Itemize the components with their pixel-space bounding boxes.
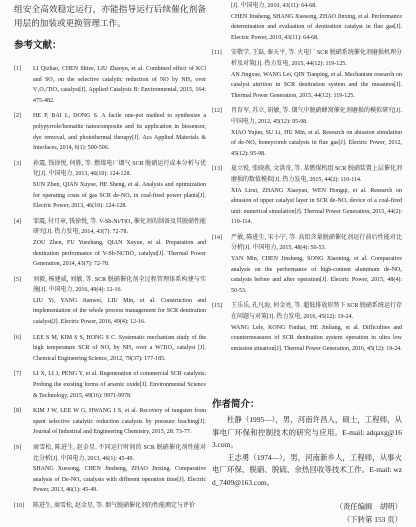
reference-item — [14, 443, 206, 496]
reference-body — [231, 48, 402, 101]
reference-body — [33, 406, 206, 438]
reference-text-en: CHEN Jinsheng, SHANG Xuesong, ZHAO Jinxing, et al. Performance determination and evaluation of denitration catalyst in flue gas[J]. Electric Power, 2010, 43(11): 64-68. — [231, 13, 402, 41]
reference-text-cn: 王乐乐, 孔凡海, 何金亮, 等. 超低排放形势下 SCR 脱硝系统运行存在问题与对策[J]. 热力发电, 2016, 45(12): 19-24. — [231, 303, 402, 321]
reference-list-left — [14, 64, 206, 517]
reference-text-en: XIAO Yujun, SU Li, HU Min, et al. Research on abrasion simulation of de-NOₓ honeycomb catalysts in flue gas[J]. Electric Power, 2012, 45(12): 95-98. — [231, 129, 402, 157]
reference-item — [14, 217, 206, 270]
reference-body — [33, 159, 206, 212]
reference-text-cn: 肖育军, 苏立, 胡敏, 等. 烟气中脱硝蜂窝催化剂磨损的模拟研究[J]. 中国电力, 2012, 45(12): 95-98. — [231, 108, 402, 125]
reference-number: [4] — [14, 218, 21, 225]
reference-text-cn: 严敏, 陈进生, 宋小宁, 等. 高铝含量脱硝催化剂运行前后性能对比分析[J]. 中国电力, 2015, 48(4): 50-53. — [231, 234, 402, 252]
reference-text-en: SUN Zhen, QIAN Xuyue, HE Sheng, et al. Analysis and optimization for operating costs of gas SCR de-NOₓ in coal-fired power plants[J]. Electric Power, 2013, 46(10): 124-128. — [33, 181, 206, 210]
page-footer — [212, 500, 402, 526]
reference-text-en: LIU Yi, YANG Jianwei, LIU Min, et al. Construction and implementation of the whole process management for SCR denitration catalyst[J]. Electric Power, 2016, 49(4): 12-16. — [33, 297, 206, 326]
reference-text-en: LI Qizhao, CHEN Shize, LIU Zhaoyu, et al. Combined effect of KCl and SO₂ on the selective catalytic reduction of NO by NH₃ over V₂O₅/TiO₂ catalyst[J]. Applied Catalysis B: Environmental, 2015, 164: 475-482. — [33, 66, 206, 104]
reference-item — [14, 64, 206, 106]
author-bio — [212, 398, 402, 490]
reference-item — [14, 501, 206, 512]
reference-text-en: LI X, LI J, PENG Y, et al. Regeneration of commercial SCR catalysts: Probing the existing forms of arsenic oxide[J]. Environmental Science & Technology, 2015, 49(16): 9971-9978. — [33, 371, 206, 399]
reference-body — [33, 333, 206, 365]
reference-number: [9] — [14, 445, 21, 451]
reference-list-right — [212, 1, 402, 359]
reference-number: [6] — [14, 334, 21, 341]
reference-number: [3] — [14, 160, 21, 167]
reference-item — [14, 333, 206, 365]
reference-text-cn: 夏立锐, 张晓燕, 文洪奇, 等. 某燃煤机组 SCR 脱硝装置上层催化剂磨损的数值模拟[J]. 热力发电, 2015, 44(2): 110-114. — [231, 166, 402, 183]
reference-body — [231, 106, 402, 159]
reference-item — [14, 406, 206, 438]
reference-text-en: LEE S M, KIM S S, HONG S C. Systematic mechanism study of the high temperature SCR of NOₓ by NH₃ over a W/TiO₂ catalyst [J]. Chemical Engineering Science, 2012, 79(37): 177-185. — [33, 334, 206, 362]
reference-text-en: SHANG Xuesong, CHEN Jinsheng, ZHAO Jinxing. Comparative analysis of De-NOₓ catalysts with different operation time[J]. Electric Power, 2013, 46(1): 45-49. — [33, 466, 206, 494]
author-bio-entry: 王志勇（1974—），男，河南新乡人，工程师，从事火电厂环保、脱硝、脱硫、余热回收等技术工作。E-mail: wzd_7409@163.com。 — [212, 452, 402, 487]
reference-text-en: ZOU Zhen, FU Yuezhang, QIAN Xuyue, et al. Preparation and denitration performance of V-Sb-Ni/TiO₂ catalyst[J]. Thermal Power Generation, 2014, 43(7): 72-78. — [33, 239, 206, 268]
reference-text-en: WANG Lele, KONG Fanhai, HE Jinliang, et al. Difficulties and countermeasures of SCR denitration system operation in ultra low emission situation[J]. Thermal Power Generation, 2016, 45(12): 19-24. — [231, 324, 402, 352]
reference-text-cn: 邹震, 付月章, 钱徐悦, 等. V-Sb-Ni/TiO₂ 催化剂的制备及其脱硝性能研究[J]. 热力发电, 2014, 43(7): 72-78. — [33, 218, 206, 236]
reference-item — [14, 275, 206, 328]
editor-note: （责任编辑 胡明） — [335, 502, 402, 511]
left-column — [14, 0, 206, 527]
reference-text-cn: [J]. 中国电力, 2010, 43(11): 64-68. — [231, 3, 317, 9]
reference-body — [231, 164, 402, 228]
reference-continuation — [212, 1, 402, 43]
author-bio-entry: 杜静（1995—），男，河南许昌人，硕士，工程师，从事电厂环保和控制技术的研究与应用。E-mail: adqaxg@163.com。 — [212, 415, 402, 450]
reference-text-cn: 孙震, 钱徐悦, 何胜, 等. 燃煤电厂烟气 SCR 脱硝运行成本分析与优化[J]. 中国电力, 2013, 46(10): 124-128. — [33, 160, 206, 178]
reference-number: [5] — [14, 276, 21, 283]
reference-item — [212, 233, 402, 297]
reference-text-cn: 安敬学, 王磊, 秦天平, 等. 火电厂 SCR 脱硝系统催化剂磨损机理分析及对策[J]. 热力发电, 2015, 44(12): 119-125. — [231, 50, 402, 67]
reference-text-en: AN Jingxue, WANG Lei, QIN Tianping, et al. Mechanism research on catalyst attrition in SCR denitration system and the measures[J]. Thermal Power Generation, 2015, 44(12): 119-125. — [231, 71, 402, 99]
right-column — [212, 0, 402, 527]
reference-number: [1] — [14, 66, 21, 72]
reference-body — [33, 111, 206, 153]
reference-item — [14, 369, 206, 401]
reference-text-cn: 刘毅, 杨建威, 刘敏, 等. SCR 脱硝催化剂全过程管理体系构建与实施[J]. 中国电力, 2016, 49(4): 12-16. — [33, 276, 206, 294]
reference-item — [14, 111, 206, 153]
reference-item — [212, 48, 402, 101]
reference-number: [12] — [212, 108, 222, 115]
reference-item — [212, 301, 402, 354]
reference-text-cn: 陈进生, 商雪松, 赵金星, 等. 烟气脱硝催化剂的性能测定与评价 — [33, 502, 196, 509]
reference-number: [13] — [212, 166, 222, 173]
reference-number: [8] — [14, 408, 21, 415]
reference-text-cn: 商雪松, 陈进生, 赵金星. 不同运行时间的 SCR 脱硝催化剂性能对比分析[J]. 中国电力, 2013, 46(1): 45-49. — [33, 445, 206, 462]
reference-item — [212, 106, 402, 159]
reference-body — [33, 275, 206, 328]
reference-body — [33, 217, 206, 270]
reference-text-en: HE P, BAI L, DONG S. A facile one-pot method to synthesize a polypyrrole/hematite nanocomposite and its application in biosensor, dye removal, and photothermal therapy[J]. Acs Applied Materials & Interfaces, 2014, 6(1): 500-506. — [33, 113, 206, 152]
reference-text-en: XIA Lirui, ZHANG Xiaoyan, WEN Hongqi, et al. Research on abrasion of upper catalyst layer in SCR de-NOₓ device of a coal-fired unit: numerical simulation[J]. Thermal Power Generation, 2015, 44(2): 110-114. — [231, 187, 402, 226]
reference-body — [33, 369, 206, 401]
reference-body — [33, 501, 206, 512]
reference-number: [10] — [14, 502, 24, 509]
continued-on-page-note: （下转第 153 页） — [342, 515, 402, 524]
reference-body — [33, 64, 206, 106]
reference-text-en: KIM J W, LEE W G, HWANG I S, et al. Recovery of tungsten from spent selective catalytic reduction catalysts by pressure leaching[J]. Journal of Industrial and Engineering Chemistry, 2015, 28: 73-77. — [33, 408, 206, 436]
reference-number: [2] — [14, 113, 21, 120]
reference-body — [231, 301, 402, 354]
reference-number: [11] — [212, 50, 222, 57]
reference-number: [15] — [212, 303, 222, 310]
reference-number: [14] — [212, 234, 222, 241]
reference-number: [7] — [14, 371, 21, 378]
reference-text-en: YAN Min, CHEN Jinsheng, SONG Xiaoning, et al. Comparative analysis on the performance of high-content aluminum de-NOₓ catalysts before and after operation[J]. Electric Power, 2015, 48(4): 50-53. — [231, 256, 402, 294]
reference-item — [212, 164, 402, 228]
reference-body — [33, 443, 206, 496]
reference-body — [231, 233, 402, 297]
author-bio-heading: 作者简介： — [212, 400, 260, 410]
closing-paragraph: 组安全高效稳定运行，亦能指导运行后续催化剂备用层的加装或更换管理工作。 — [14, 4, 206, 28]
reference-item — [14, 159, 206, 212]
references-heading: 参考文献： — [14, 41, 62, 51]
